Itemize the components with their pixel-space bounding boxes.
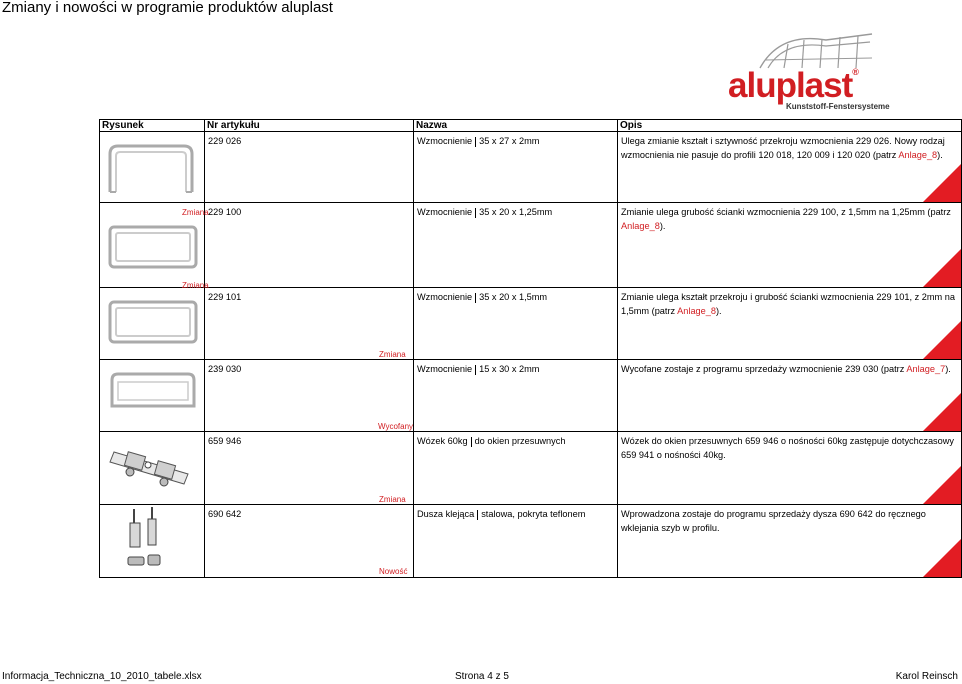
article-description: Wózek do okien przesuwnych 659 946 o nośności 60kg zastępuje dotychczasowy 659 941 o nośności 40kg. [618,432,962,505]
header-nazwa: Nazwa [414,120,618,132]
footer-filename: Informacja_Techniczna_10_2010_tabele.xlsx [2,671,202,682]
reinforcement-profile-icon [100,203,209,287]
drawing-cell [100,360,205,432]
table-row [100,132,962,203]
article-name: Wzmocnienie 15 x 30 x 2mm [414,360,618,432]
table-row [100,203,962,288]
status-label: Zmiana [379,495,406,504]
window-arch-icon [722,30,890,70]
aluplast-logo [722,30,890,114]
sliding-carriage-icon [100,432,205,504]
status-label: Zmiana [182,208,209,217]
status-flag [923,393,961,431]
drawing-cell [100,505,205,578]
article-number: 659 946 [205,432,414,505]
header-opis: Opis [618,120,962,132]
table-row [100,432,962,505]
status-label: Nowość [379,567,408,576]
article-number: 229 100 [205,203,414,288]
status-flag [923,539,961,577]
reinforcement-profile-icon [100,281,209,359]
drawing-cell [100,203,209,288]
status-label: Zmiana [379,350,406,359]
table-row [100,505,962,578]
anlage-link[interactable]: Anlage_8 [898,150,938,160]
logo-wordmark: aluplast® [728,66,858,105]
status-flag [923,249,961,287]
reinforcement-profile-icon [100,132,205,202]
status-label: Wycofany [378,422,414,431]
reinforcement-profile-icon [100,360,205,431]
status-flag [923,321,961,359]
article-description: Wycofane zostaje z programu sprzedaży wzmocnienie 239 030 (patrz Anlage_7). [618,360,962,432]
logo-tagline: Kunststoff-Fenstersysteme [786,102,890,111]
status-label: Zmiana [182,281,209,290]
status-flag [923,164,961,202]
drawing-cell [100,132,205,203]
article-name: Wzmocnienie 35 x 27 x 2mm [414,132,618,203]
footer-page: Strona 4 z 5 [455,671,509,682]
article-name: Wzmocnienie 35 x 20 x 1,25mm [414,203,618,288]
article-number: 229 026 [205,132,414,203]
article-number: 229 101 [205,288,414,360]
article-number: 239 030 [205,360,414,432]
table-row [100,360,962,432]
anlage-link[interactable]: Anlage_7 [906,364,946,374]
footer-author: Karol Reinsch [895,671,958,682]
article-name: Wózek 60kg do okien przesuwnych [414,432,618,505]
drawing-cell [100,281,209,360]
table-header-row [100,120,962,132]
article-description: Wprowadzona zostaje do programu sprzedaży dysza 690 642 do ręcznego wklejania szyb w profilu. [618,505,962,578]
drawing-cell [100,432,205,505]
table-row [100,288,962,360]
anlage-link[interactable]: Anlage_8 [677,306,716,316]
page-title: Zmiany i nowości w programie produktów aluplast [2,0,333,16]
changes-table [99,119,962,578]
article-number: 690 642 [205,505,414,578]
glue-nozzle-icon [100,505,205,577]
header-nr: Nr artykułu [205,120,414,132]
article-description: Zmianie ulega kształt przekroju i grubość ścianki wzmocnienia 229 101, z 2mm na 1,5mm (patrz Anlage_8). [618,288,962,360]
article-description: Ulega zmianie kształt i sztywność przekroju wzmocnienia 229 026. Nowy rodzaj wzmocnienia nie pasuje do profili 120 018, 120 009 i 120 020 (patrz Anlage_8). [618,132,962,203]
article-name: Wzmocnienie 35 x 20 x 1,5mm [414,288,618,360]
article-name: Dusza klejąca stalowa, pokryta teflonem [414,505,618,578]
article-description: Zmianie ulega grubość ścianki wzmocnienia 229 100, z 1,5mm na 1,25mm (patrz Anlage_8). [618,203,962,288]
status-flag [923,466,961,504]
anlage-link[interactable]: Anlage_8 [621,221,660,231]
header-rysunek: Rysunek [100,120,205,132]
